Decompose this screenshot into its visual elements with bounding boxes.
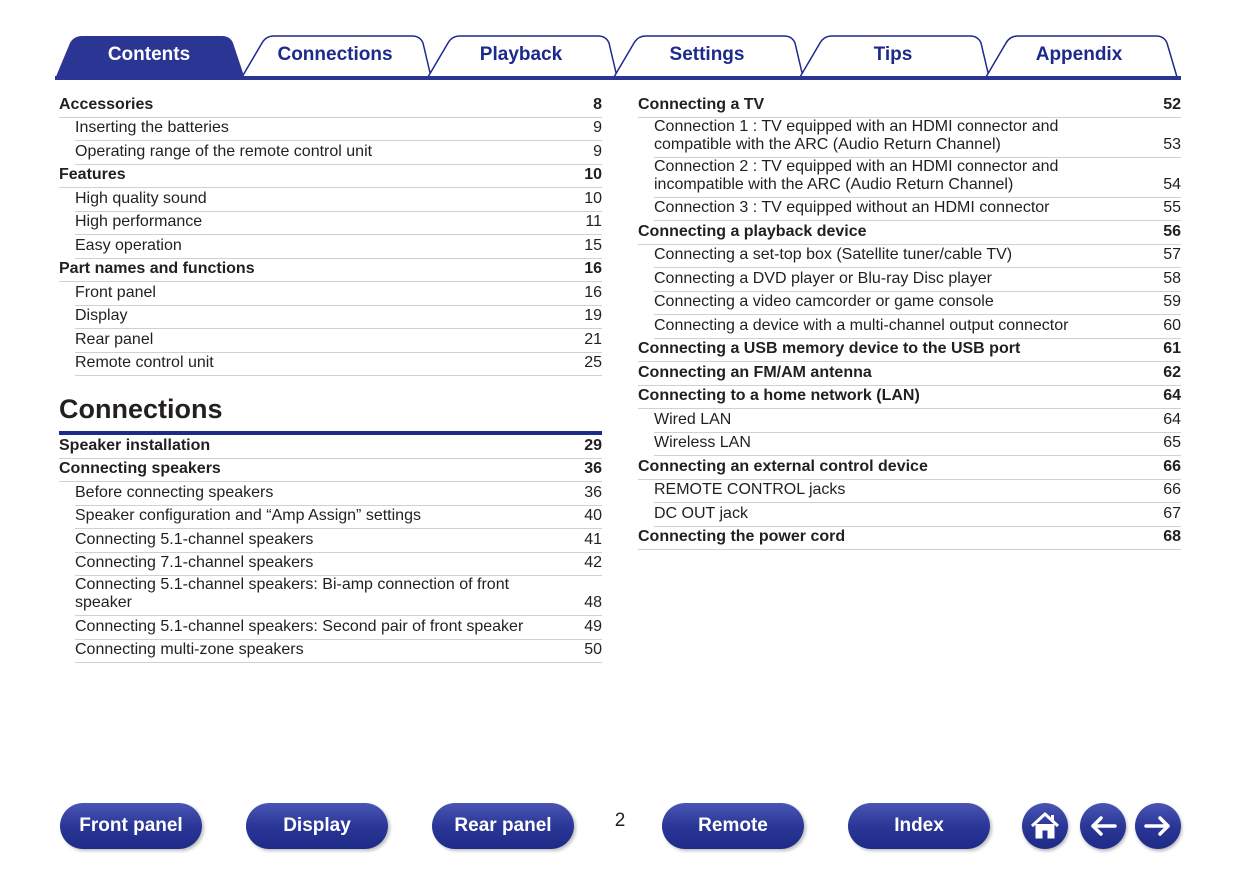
toc-page-number: 41 (584, 530, 602, 548)
toc-entry-title: Wired LAN (654, 410, 732, 428)
toc-heading-row[interactable] (59, 435, 602, 459)
toc-entry-row[interactable] (75, 553, 602, 577)
toc-entry-title: Speaker configuration and “Amp Assign” settings (75, 507, 421, 524)
tab-settings[interactable]: Settings (669, 44, 745, 65)
toc-entry-row[interactable] (654, 245, 1181, 269)
toc-heading-title: Speaker installation (59, 436, 211, 454)
toc-entry-title: DC OUT jack (654, 504, 748, 522)
toc-page-number: 65 (1163, 434, 1181, 451)
toc-heading-row[interactable] (638, 339, 1181, 363)
toc-page-number: 10 (584, 189, 602, 207)
toc-entry-row[interactable] (654, 409, 1181, 433)
toc-page-number: 61 (1163, 340, 1181, 357)
toc-entry-title: Connection 3 : TV equipped without an HDMI connector (654, 199, 1050, 216)
toc-page-number: 50 (584, 641, 602, 658)
toc-page-number: 9 (593, 119, 602, 136)
home-icon (1028, 809, 1062, 843)
toc-page-number: 68 (1163, 528, 1181, 545)
toc-page-number: 53 (1163, 135, 1181, 153)
toc-page-number: 57 (1163, 246, 1181, 263)
back-arrow-icon (1086, 809, 1120, 843)
toc-entry-title: Connection 1 : TV equipped with an HDMI connector and compatible with the ARC (Audio Return Channel) (654, 117, 1059, 153)
toc-right-column (638, 94, 1181, 550)
toc-page-number: 66 (1163, 481, 1181, 498)
toc-page-number: 64 (1163, 410, 1181, 428)
toc-page-number: 55 (1163, 199, 1181, 216)
toc-entry-row[interactable] (75, 212, 602, 236)
toc-page-number: 36 (584, 460, 602, 477)
toc-page-number: 25 (584, 354, 602, 371)
toc-heading-title: Connecting to a home network (LAN) (638, 387, 920, 404)
toc-heading-title: Connecting the power cord (638, 528, 846, 545)
toc-entry-row[interactable] (654, 268, 1181, 292)
toc-page-number: 48 (584, 594, 602, 611)
toc-entry-title: Connecting a set-top box (Satellite tuner/cable TV) (654, 246, 1013, 263)
tab-baseline (55, 76, 1181, 80)
toc-page-number: 8 (593, 95, 602, 113)
toc-entry-title: Connecting 7.1-channel speakers (75, 554, 314, 571)
toc-entry-row[interactable] (654, 292, 1181, 316)
toc-entry-title: Easy operation (75, 236, 182, 254)
toc-entry-row[interactable] (75, 353, 602, 377)
toc-page-number: 29 (584, 436, 602, 454)
toc-heading-row[interactable] (638, 527, 1181, 551)
tab-tips[interactable]: Tips (873, 44, 913, 65)
toc-entry-row[interactable] (75, 329, 602, 353)
toc-page-number: 64 (1163, 387, 1181, 404)
toc-entry-row[interactable] (75, 235, 602, 259)
toc-entry-row[interactable] (75, 482, 602, 506)
toc-entry-title: High quality sound (75, 189, 207, 207)
toc-entry-title: Connection 2 : TV equipped with an HDMI connector and incompatible with the ARC (Audio Return Channel) (654, 157, 1059, 193)
toc-heading-row[interactable] (638, 456, 1181, 480)
toc-page-number: 52 (1163, 95, 1181, 113)
index-button[interactable]: Index (848, 803, 990, 849)
toc-entry-title: Connecting 5.1-channel speakers (75, 530, 314, 548)
toc-entry-title: Connecting multi-zone speakers (75, 641, 304, 658)
toc-entry-row[interactable] (75, 282, 602, 306)
toc-heading-title: Connecting a USB memory device to the USB port (638, 340, 1021, 357)
tab-appendix[interactable]: Appendix (1035, 44, 1123, 65)
toc-heading-title: Accessories (59, 95, 154, 113)
toc-entry-title: Connecting a video camcorder or game console (654, 293, 994, 310)
toc-page-number: 66 (1163, 457, 1181, 475)
toc-entry-row[interactable] (654, 315, 1181, 339)
toc-page-number: 16 (584, 260, 602, 277)
toc-entry-row[interactable] (75, 640, 602, 664)
toc-heading-title: Connecting speakers (59, 460, 221, 477)
toc-entry-row[interactable] (75, 529, 602, 553)
toc-heading-title: Connecting an external control device (638, 457, 928, 475)
toc-group-list (59, 435, 602, 663)
toc-heading-title: Features (59, 166, 126, 183)
toc-entry-title: Before connecting speakers (75, 483, 274, 501)
toc-entry-title: Connecting a device with a multi-channel output connector (654, 316, 1069, 334)
toc-entry-title: Rear panel (75, 330, 154, 348)
toc-page-number: 42 (584, 554, 602, 571)
toc-entry-row[interactable] (654, 480, 1181, 504)
toc-entry-title: REMOTE CONTROL jacks (654, 481, 846, 498)
toc-heading-title: Part names and functions (59, 260, 255, 277)
toc-entry-row[interactable] (75, 141, 602, 165)
toc-group-list (59, 94, 602, 376)
front-panel-button[interactable]: Front panel (60, 803, 202, 849)
home-button[interactable] (1022, 803, 1068, 849)
toc-page-number: 40 (584, 507, 602, 524)
toc-entry-row[interactable] (654, 158, 1181, 198)
tab-bar (0, 0, 1240, 82)
toc-entry-title: Inserting the batteries (75, 119, 229, 136)
toc-left-column (59, 94, 602, 663)
toc-entry-title: Remote control unit (75, 354, 214, 371)
tab-connections[interactable]: Connections (277, 44, 393, 65)
toc-heading-row[interactable] (59, 259, 602, 283)
toc-page-number: 58 (1163, 269, 1181, 287)
toc-page-number: 56 (1163, 222, 1181, 240)
toc-entry-title: Operating range of the remote control unit (75, 142, 373, 160)
toc-page-number: 11 (585, 213, 602, 230)
toc-page-number: 9 (593, 142, 602, 160)
toc-heading-row[interactable] (59, 94, 602, 118)
toc-page-number: 21 (584, 330, 602, 348)
toc-page-number: 10 (584, 166, 602, 183)
toc-heading-row[interactable] (638, 386, 1181, 410)
toc-group-list (638, 94, 1181, 550)
toc-entry-title: High performance (75, 213, 203, 230)
toc-heading-row[interactable] (638, 221, 1181, 245)
toc-page-number: 54 (1163, 175, 1181, 193)
tab-contents[interactable]: Contents (107, 44, 191, 65)
toc-page-number: 60 (1163, 316, 1181, 334)
toc-page-number: 36 (584, 483, 602, 501)
toc-entry-title: Display (75, 307, 128, 324)
forward-arrow-icon (1141, 809, 1175, 843)
toc-entry-row[interactable] (75, 306, 602, 330)
rear-panel-button[interactable]: Rear panel (432, 803, 574, 849)
tab-shapes (0, 0, 1240, 82)
toc-page-number: 19 (584, 307, 602, 324)
toc-entry-title: Connecting 5.1-channel speakers: Second pair of front speaker (75, 617, 524, 635)
toc-heading-row[interactable] (59, 165, 602, 189)
toc-entry-row[interactable] (75, 576, 602, 616)
remote-button[interactable]: Remote (662, 803, 804, 849)
forward-button[interactable] (1135, 803, 1181, 849)
toc-entry-row[interactable] (75, 616, 602, 640)
toc-page-number: 62 (1163, 363, 1181, 381)
toc-entry-row[interactable] (75, 118, 602, 142)
toc-entry-row[interactable] (654, 118, 1181, 158)
display-button[interactable]: Display (246, 803, 388, 849)
toc-entry-row[interactable] (654, 503, 1181, 527)
toc-entry-row[interactable] (75, 188, 602, 212)
toc-heading-row[interactable] (59, 459, 602, 483)
toc-heading-title: Connecting a playback device (638, 222, 867, 240)
toc-heading-row[interactable] (638, 362, 1181, 386)
toc-entry-title: Connecting 5.1-channel speakers: Bi-amp connection of front speaker (75, 576, 510, 611)
toc-page-number: 49 (584, 617, 602, 635)
toc-entry-title: Connecting a DVD player or Blu-ray Disc player (654, 269, 992, 287)
toc-entry-row[interactable] (654, 433, 1181, 457)
page-number: 2 (614, 810, 626, 831)
toc-page-number: 67 (1163, 504, 1181, 522)
toc-entry-title: Front panel (75, 283, 156, 301)
section-title-connections: Connections (59, 386, 602, 435)
toc-heading-row[interactable] (638, 94, 1181, 118)
toc-page-number: 59 (1163, 293, 1181, 310)
toc-page-number: 16 (584, 283, 602, 301)
toc-entry-row[interactable] (75, 506, 602, 530)
toc-heading-title: Connecting an FM/AM antenna (638, 363, 872, 381)
toc-entry-title: Wireless LAN (654, 434, 751, 451)
back-button[interactable] (1080, 803, 1126, 849)
toc-entry-row[interactable] (654, 198, 1181, 222)
tab-playback[interactable]: Playback (479, 44, 563, 65)
toc-page-number: 15 (584, 236, 602, 254)
toc-heading-title: Connecting a TV (638, 95, 765, 113)
